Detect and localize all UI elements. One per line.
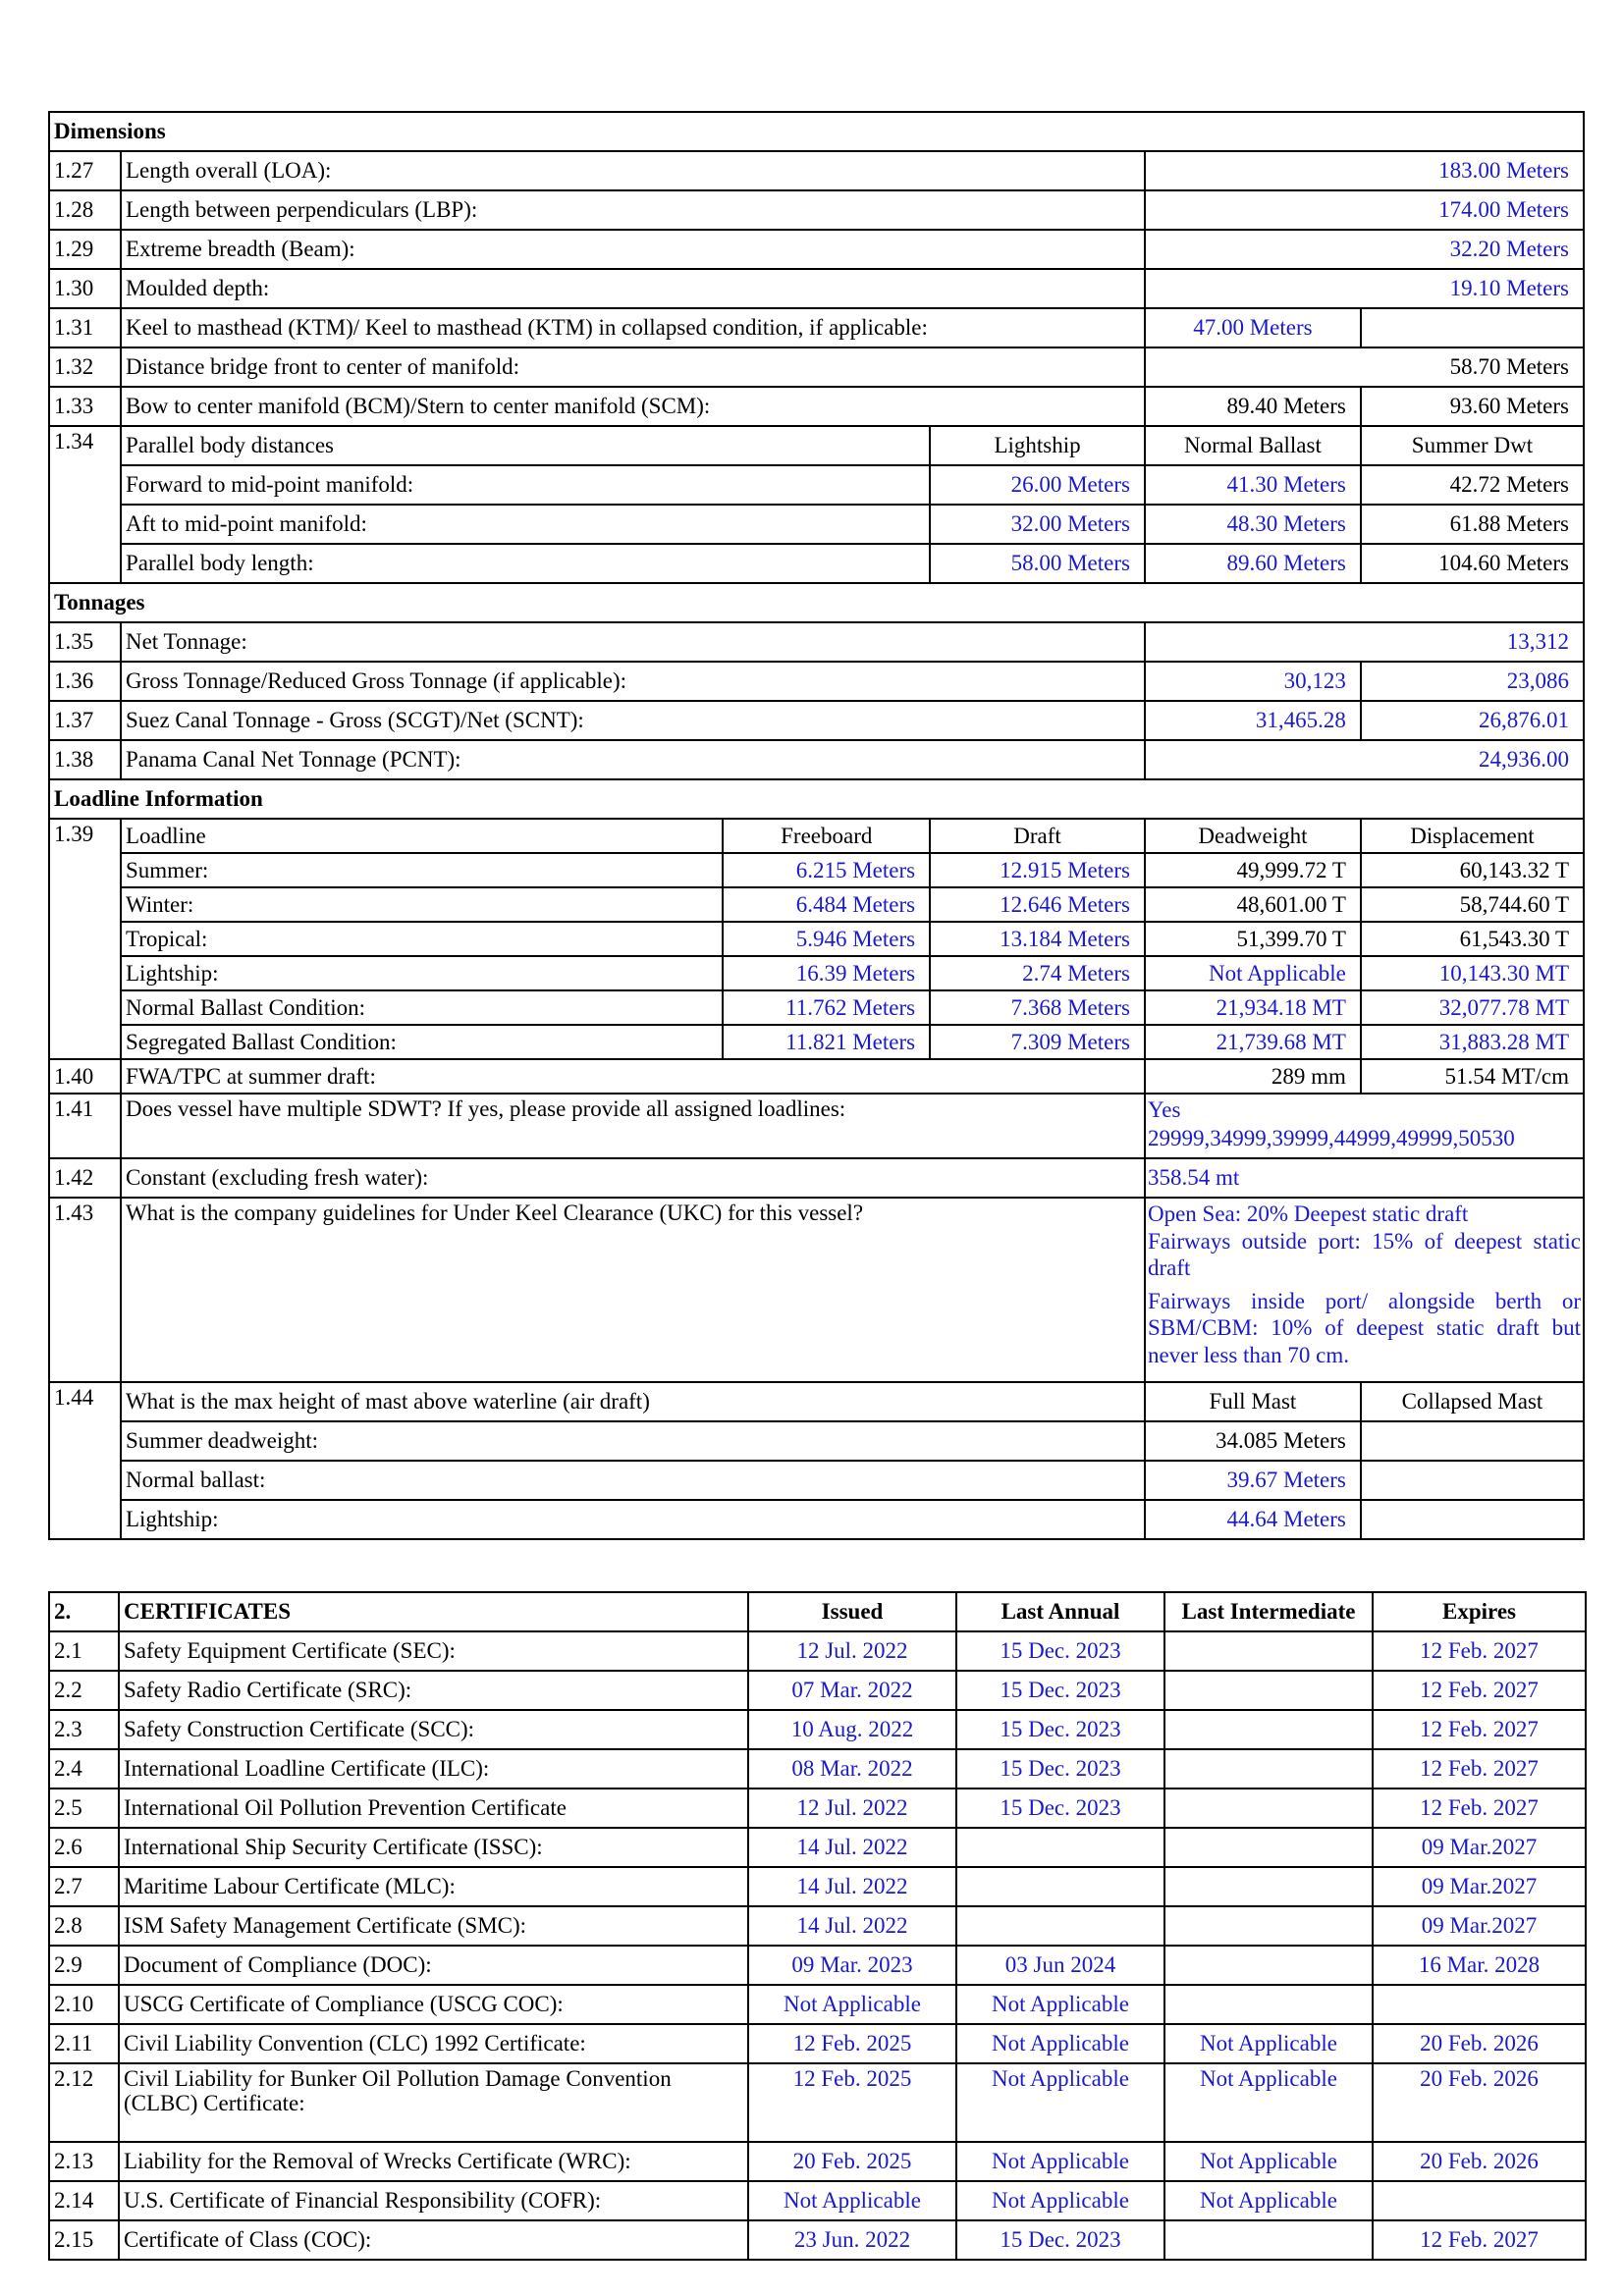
last-intermediate-date: Not Applicable [1164,2063,1373,2142]
row-value: 19.10 Meters [1145,269,1584,308]
row-number: 1.44 [49,1382,121,1539]
last-intermediate-date: Not Applicable [1164,2024,1373,2063]
table-row [49,1828,1586,1867]
row-number: 2.8 [49,1906,119,1946]
row-number: 1.32 [49,347,121,387]
row-label: What is the company guidelines for Under Keel Clearance (UKC) for this vessel? [121,1198,1145,1382]
row-value: 13,312 [1145,622,1584,662]
table-row [49,1946,1586,1985]
table-row [49,1867,1586,1906]
last-annual-date: Not Applicable [956,2024,1164,2063]
last-annual-date: Not Applicable [956,1985,1164,2024]
table-row [49,740,1584,779]
row-label: Constant (excluding fresh water): [121,1158,1145,1198]
multiple-sdwt-list: 29999,34999,39999,44999,49999,50530 [1147,1125,1515,1150]
expiry-date [1373,2181,1586,2220]
row-number: 1.37 [49,701,121,740]
row-number: 1.43 [49,1198,121,1382]
table-row [49,922,1584,956]
row-label: Tropical: [121,922,723,956]
row-label: Normal ballast: [121,1461,1145,1500]
row-value: 42.72 Meters [1361,465,1584,505]
row-label: Aft to mid-point manifold: [121,505,930,544]
last-intermediate-date: Not Applicable [1164,2181,1373,2220]
issued-date: 12 Feb. 2025 [748,2024,956,2063]
table-header-row [49,1592,1586,1631]
row-value: 89.60 Meters [1145,544,1361,583]
table-row [49,2220,1586,2260]
table-row [49,1789,1586,1828]
certificate-name: U.S. Certificate of Financial Responsibility (COFR): [119,2181,748,2220]
certificate-name: Liability for the Removal of Wrecks Certificate (WRC): [119,2142,748,2181]
table-row [49,853,1584,887]
column-header: Expires [1373,1592,1586,1631]
table-row [49,1198,1584,1382]
row-value: 34.085 Meters [1145,1421,1361,1461]
last-annual-date: 15 Dec. 2023 [956,1631,1164,1671]
table-row [49,347,1584,387]
certificate-name: Safety Radio Certificate (SRC): [119,1671,748,1710]
last-annual-date: 15 Dec. 2023 [956,2220,1164,2260]
last-intermediate-date [1164,1985,1373,2024]
row-number: 2.3 [49,1710,119,1749]
row-value: 11.821 Meters [723,1025,930,1059]
row-number: 2.7 [49,1867,119,1906]
column-header: Freeboard [723,819,930,853]
vessel-particulars-table [48,111,1585,1540]
issued-date: 12 Jul. 2022 [748,1631,956,1671]
table-row [49,1671,1586,1710]
row-value: 7.309 Meters [930,1025,1145,1059]
row-value: 93.60 Meters [1361,387,1584,426]
row-value: 183.00 Meters [1145,151,1584,190]
row-number: 1.31 [49,308,121,347]
table-row [49,465,1584,505]
row-number: 1.36 [49,662,121,701]
row-value: 32.00 Meters [930,505,1145,544]
expiry-date: 12 Feb. 2027 [1373,1789,1586,1828]
certificate-name: International Oil Pollution Prevention Certificate [119,1789,748,1828]
expiry-date: 09 Mar.2027 [1373,1906,1586,1946]
table-row [49,544,1584,583]
certificate-name: International Loadline Certificate (ILC): [119,1749,748,1789]
row-value: 89.40 Meters [1145,387,1361,426]
expiry-date: 12 Feb. 2027 [1373,2220,1586,2260]
row-label: Does vessel have multiple SDWT? If yes, please provide all assigned loadlines: [121,1094,1145,1158]
last-annual-date [956,1867,1164,1906]
row-number: 1.41 [49,1094,121,1158]
row-value: 61.88 Meters [1361,505,1584,544]
issued-date: 23 Jun. 2022 [748,2220,956,2260]
row-value [1145,1094,1584,1158]
expiry-date: 12 Feb. 2027 [1373,1631,1586,1671]
last-intermediate-date [1164,2220,1373,2260]
row-label: Forward to mid-point manifold: [121,465,930,505]
row-label: Net Tonnage: [121,622,1145,662]
last-annual-date: Not Applicable [956,2063,1164,2142]
row-value: 60,143.32 T [1361,853,1584,887]
row-label: Parallel body distances [121,426,930,465]
row-value: 11.762 Meters [723,990,930,1025]
row-value: 21,739.68 MT [1145,1025,1361,1059]
table-row [49,151,1584,190]
row-value: 58.00 Meters [930,544,1145,583]
section-title: Loadline Information [49,779,1584,819]
certificates-table [48,1591,1587,2261]
row-value [1361,1421,1584,1461]
column-header [121,819,723,853]
row-number: 2.13 [49,2142,119,2181]
row-value: 12.915 Meters [930,853,1145,887]
row-label: Normal Ballast Condition: [121,990,723,1025]
last-intermediate-date [1164,1867,1373,1906]
row-value: 358.54 mt [1145,1158,1584,1198]
row-value: 10,143.30 MT [1361,956,1584,990]
row-value: 5.946 Meters [723,922,930,956]
row-number: 2.12 [49,2063,119,2142]
issued-date: 12 Feb. 2025 [748,2063,956,2142]
table-row [49,1749,1586,1789]
row-number: 1.40 [49,1059,121,1094]
column-header: Collapsed Mast [1361,1382,1584,1421]
table-row [49,1906,1586,1946]
row-number: 1.38 [49,740,121,779]
last-annual-date [956,1828,1164,1867]
row-value: 32,077.78 MT [1361,990,1584,1025]
row-value: 104.60 Meters [1361,544,1584,583]
row-label: Parallel body length: [121,544,930,583]
certificate-name: Safety Construction Certificate (SCC): [119,1710,748,1749]
row-value: 7.368 Meters [930,990,1145,1025]
row-value: 39.67 Meters [1145,1461,1361,1500]
table-row [49,426,1584,465]
row-label: Extreme breadth (Beam): [121,230,1145,269]
row-value: 51.54 MT/cm [1361,1059,1584,1094]
last-intermediate-date: Not Applicable [1164,2142,1373,2181]
row-value: 31,465.28 [1145,701,1361,740]
row-label: Lightship: [121,956,723,990]
issued-date: 07 Mar. 2022 [748,1671,956,1710]
section-title: Tonnages [49,583,1584,622]
table-row [49,308,1584,347]
section-header-loadline [49,779,1584,819]
row-number: 2.14 [49,2181,119,2220]
row-value: 13.184 Meters [930,922,1145,956]
row-label: Keel to masthead (KTM)/ Keel to masthead (KTM) in collapsed condition, if applicable: [121,308,1145,347]
row-label: Summer deadweight: [121,1421,1145,1461]
row-value: 289 mm [1145,1059,1361,1094]
row-value: 174.00 Meters [1145,190,1584,230]
row-number: 1.35 [49,622,121,662]
column-header: Summer Dwt [1361,426,1584,465]
issued-date: 14 Jul. 2022 [748,1867,956,1906]
expiry-date: 20 Feb. 2026 [1373,2063,1586,2142]
table-row [49,269,1584,308]
table-row [49,1382,1584,1421]
row-label: Lightship: [121,1500,1145,1539]
row-label: Segregated Ballast Condition: [121,1025,723,1059]
row-value: 58.70 Meters [1145,347,1584,387]
table-row [49,956,1584,990]
table-row [49,230,1584,269]
table-row [49,1158,1584,1198]
last-intermediate-date [1164,1749,1373,1789]
row-number: 1.29 [49,230,121,269]
certificate-name: USCG Certificate of Compliance (USCG COC): [119,1985,748,2024]
column-header: Displacement [1361,819,1584,853]
row-value: 21,934.18 MT [1145,990,1361,1025]
table-row [49,2142,1586,2181]
certificate-name: Certificate of Class (COC): [119,2220,748,2260]
last-annual-date: 03 Jun 2024 [956,1946,1164,1985]
row-value [1361,308,1584,347]
column-header: Deadweight [1145,819,1361,853]
ukc-outside-port: Fairways outside port: 15% of deepest static draft [1147,1228,1581,1281]
expiry-date: 09 Mar.2027 [1373,1867,1586,1906]
issued-date: Not Applicable [748,1985,956,2024]
row-number: 2.5 [49,1789,119,1828]
last-intermediate-date [1164,1828,1373,1867]
column-header: Lightship [930,426,1145,465]
row-number: 1.42 [49,1158,121,1198]
table-row [49,190,1584,230]
ukc-guidelines [1145,1198,1584,1382]
row-label: Gross Tonnage/Reduced Gross Tonnage (if applicable): [121,662,1145,701]
expiry-date: 20 Feb. 2026 [1373,2024,1586,2063]
expiry-date [1373,1985,1586,2024]
last-intermediate-date [1164,1906,1373,1946]
table-row [49,1710,1586,1749]
table-row [49,505,1584,544]
row-value: 48.30 Meters [1145,505,1361,544]
section-title: CERTIFICATES [119,1592,748,1631]
row-value: 24,936.00 [1145,740,1584,779]
last-annual-date: 15 Dec. 2023 [956,1789,1164,1828]
last-annual-date: Not Applicable [956,2142,1164,2181]
table-row [49,1421,1584,1461]
certificate-name: Civil Liability Convention (CLC) 1992 Certificate: [119,2024,748,2063]
row-value: 12.646 Meters [930,887,1145,922]
row-number: 2.6 [49,1828,119,1867]
last-annual-date: Not Applicable [956,2181,1164,2220]
row-value: 51,399.70 T [1145,922,1361,956]
table-row [49,1631,1586,1671]
issued-date: 09 Mar. 2023 [748,1946,956,1985]
last-intermediate-date [1164,1946,1373,1985]
row-number: 2.11 [49,2024,119,2063]
row-value: 6.484 Meters [723,887,930,922]
table-row [49,990,1584,1025]
table-row [49,1461,1584,1500]
certificate-name: International Ship Security Certificate (ISSC): [119,1828,748,1867]
loadline-header: Loadline [125,823,206,848]
issued-date: 12 Jul. 2022 [748,1789,956,1828]
row-value: 32.20 Meters [1145,230,1584,269]
issued-date: 14 Jul. 2022 [748,1906,956,1946]
section-title: Dimensions [49,112,1584,151]
row-value: 49,999.72 T [1145,853,1361,887]
row-label: Suez Canal Tonnage - Gross (SCGT)/Net (SCNT): [121,701,1145,740]
row-label: Winter: [121,887,723,922]
row-value: 61,543.30 T [1361,922,1584,956]
issued-date: 08 Mar. 2022 [748,1749,956,1789]
last-intermediate-date [1164,1789,1373,1828]
expiry-date: 12 Feb. 2027 [1373,1749,1586,1789]
row-number: 2.9 [49,1946,119,1985]
row-value: 48,601.00 T [1145,887,1361,922]
certificate-name: Safety Equipment Certificate (SEC): [119,1631,748,1671]
row-value: Not Applicable [1145,956,1361,990]
row-label: Length between perpendiculars (LBP): [121,190,1145,230]
last-annual-date: 15 Dec. 2023 [956,1671,1164,1710]
last-annual-date [956,1906,1164,1946]
row-number: 2.2 [49,1671,119,1710]
certificate-rows [49,1631,1586,2260]
row-value: 31,883.28 MT [1361,1025,1584,1059]
row-value: 47.00 Meters [1145,308,1361,347]
row-number: 2.4 [49,1749,119,1789]
table-row [49,662,1584,701]
last-annual-date: 15 Dec. 2023 [956,1749,1164,1789]
table-row [49,1059,1584,1094]
table-row [49,387,1584,426]
expiry-date: 12 Feb. 2027 [1373,1710,1586,1749]
expiry-date: 12 Feb. 2027 [1373,1671,1586,1710]
expiry-date: 16 Mar. 2028 [1373,1946,1586,1985]
last-annual-date: 15 Dec. 2023 [956,1710,1164,1749]
section-header-tonnages [49,583,1584,622]
row-label: Panama Canal Net Tonnage (PCNT): [121,740,1145,779]
issued-date: 10 Aug. 2022 [748,1710,956,1749]
row-label: Length overall (LOA): [121,151,1145,190]
section-header-dimensions [49,112,1584,151]
column-header: Full Mast [1145,1382,1361,1421]
row-number: 1.28 [49,190,121,230]
row-value [1361,1500,1584,1539]
row-number: 2.15 [49,2220,119,2260]
row-value: 58,744.60 T [1361,887,1584,922]
row-value: 16.39 Meters [723,956,930,990]
row-label: FWA/TPC at summer draft: [121,1059,1145,1094]
expiry-date: 20 Feb. 2026 [1373,2142,1586,2181]
ukc-inside-port: Fairways inside port/ alongside berth or SBM/CBM: 10% of deepest static draft but never less than 70 cm. [1147,1288,1581,1367]
issued-date: 20 Feb. 2025 [748,2142,956,2181]
row-label: Moulded depth: [121,269,1145,308]
multiple-sdwt-answer: Yes [1147,1097,1181,1122]
section-number: 2. [49,1592,119,1631]
table-row [49,1500,1584,1539]
row-value: 44.64 Meters [1145,1500,1361,1539]
row-number: 1.34 [49,426,121,583]
table-row [49,2181,1586,2220]
table-row [49,819,1584,853]
last-intermediate-date [1164,1671,1373,1710]
row-value: 23,086 [1361,662,1584,701]
row-value: 26,876.01 [1361,701,1584,740]
ukc-open-sea: Open Sea: 20% Deepest static draft [1147,1201,1469,1226]
expiry-date: 09 Mar.2027 [1373,1828,1586,1867]
row-value: 26.00 Meters [930,465,1145,505]
row-number: 2.1 [49,1631,119,1671]
column-header: Normal Ballast [1145,426,1361,465]
row-value [1361,1461,1584,1500]
row-label: Summer: [121,853,723,887]
column-header: Last Intermediate [1164,1592,1373,1631]
table-row [49,2063,1586,2142]
table-row [49,701,1584,740]
row-label: Distance bridge front to center of manifold: [121,347,1145,387]
row-value: 41.30 Meters [1145,465,1361,505]
row-value: 30,123 [1145,662,1361,701]
row-number: 2.10 [49,1985,119,2024]
last-intermediate-date [1164,1710,1373,1749]
table-row [49,2024,1586,2063]
issued-date: Not Applicable [748,2181,956,2220]
column-header: Draft [930,819,1145,853]
row-number: 1.30 [49,269,121,308]
row-number: 1.27 [49,151,121,190]
row-value: 2.74 Meters [930,956,1145,990]
row-label: What is the max height of mast above waterline (air draft) [121,1382,1145,1421]
row-number: 1.39 [49,819,121,1059]
certificate-name: ISM Safety Management Certificate (SMC): [119,1906,748,1946]
certificate-name: Civil Liability for Bunker Oil Pollution Damage Convention (CLBC) Certificate: [119,2063,748,2142]
table-row [49,1025,1584,1059]
column-header: Last Annual [956,1592,1164,1631]
table-row [49,1094,1584,1158]
last-intermediate-date [1164,1631,1373,1671]
issued-date: 14 Jul. 2022 [748,1828,956,1867]
certificate-name: Document of Compliance (DOC): [119,1946,748,1985]
row-number: 1.33 [49,387,121,426]
table-row [49,887,1584,922]
column-header: Issued [748,1592,956,1631]
certificate-name: Maritime Labour Certificate (MLC): [119,1867,748,1906]
row-label: Bow to center manifold (BCM)/Stern to center manifold (SCM): [121,387,1145,426]
row-value: 6.215 Meters [723,853,930,887]
table-row [49,1985,1586,2024]
table-row [49,622,1584,662]
